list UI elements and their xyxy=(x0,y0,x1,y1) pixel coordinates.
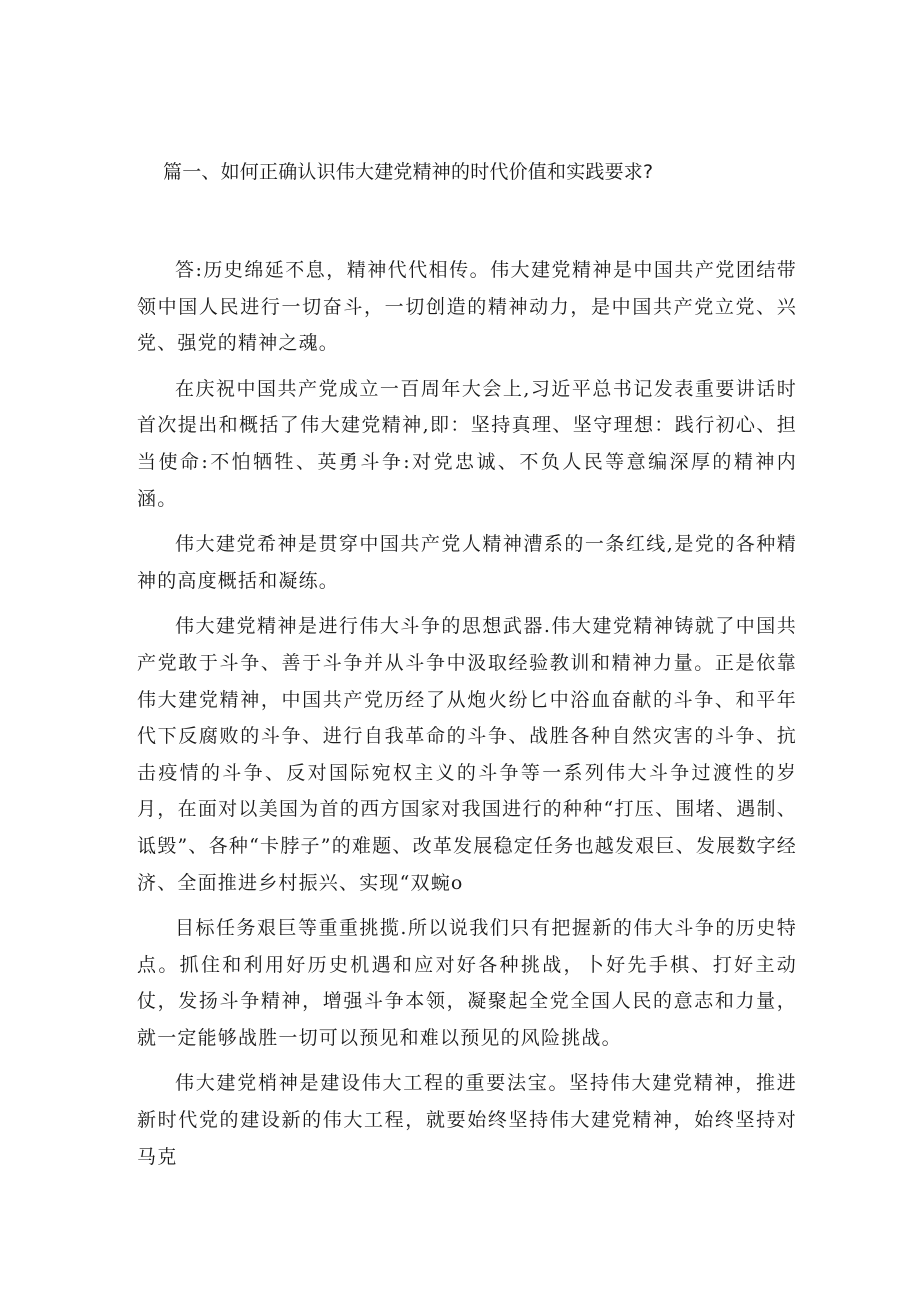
paragraph-red-line: 伟大建党希神是贯穿中国共产党人精神漕系的一条红线,是党的各种精神的高度概括和凝练。 xyxy=(137,533,797,592)
paragraph-answer-intro: 答:历史绵延不息，精神代代相传。伟大建党精神是中国共产党团结带领中国人民进行一切奋斗，一切创造的精神动力，是中国共产党立党、兴党、强党的精神之魂。 xyxy=(137,259,797,355)
paragraph-ideological-weapon: 伟大建党精神是进行伟大斗争的思想武器.伟大建党精神铸就了中国共产党敢于斗争、善于斗争并从斗争中汲取经验教训和精神力量。正是依靠伟大建党精神，中国共产党历经了从炮火纷匕中浴血奋献的斗争、和平年代下反腐败的斗争、进行自我革命的斗争、战胜各种自然灾害的斗争、抗击疫情的斗争、反对国际宛权主义的斗争等一系列伟大斗争过渡性的岁月，在面对以美国为首的西方国家对我国进行的种种“打压、围堵、遇制、诋毁”、各种“卡脖子”的难题、改革发展稳定任务也越发艰巨、发展数字经济、全面推进乡村振兴、实现“双蜿o xyxy=(137,615,797,894)
document-title: 篇一、如何正确认识伟大建党精神的时代价值和实践要求? xyxy=(163,161,654,183)
document-body xyxy=(137,252,797,1184)
paragraph-great-project: 伟大建党梢神是建设伟大工程的重要法宝。坚持伟大建党精神，推进新时代党的建设新的伟大工程，就要始终坚持伟大建党精神，始终坚持对马克 xyxy=(137,1072,797,1168)
paragraph-centenary-speech: 在庆祝中国共产党成立一百周年大会上,习近平总书记发表重要讲话时首次提出和概括了伟大建党精神,即：坚持真理、坚守理想：践行初心、担当使命:不怕牺牲、英勇斗争:对党忠诚、不负人民等意编深厚的精神内涵。 xyxy=(137,377,797,510)
paragraph-arduous-tasks: 目标任务艰巨等重重挑揽.所以说我们只有把握新的伟大斗争的历史特点。抓住和利用好历史机遇和应对好各种挑战，卜好先手棋、打好主动仗，发扬斗争精神，增强斗争本领，凝聚起全党全国人民的意志和力量，就一定能够战胜一切可以预见和难以预见的风险挑战。 xyxy=(137,917,797,1049)
